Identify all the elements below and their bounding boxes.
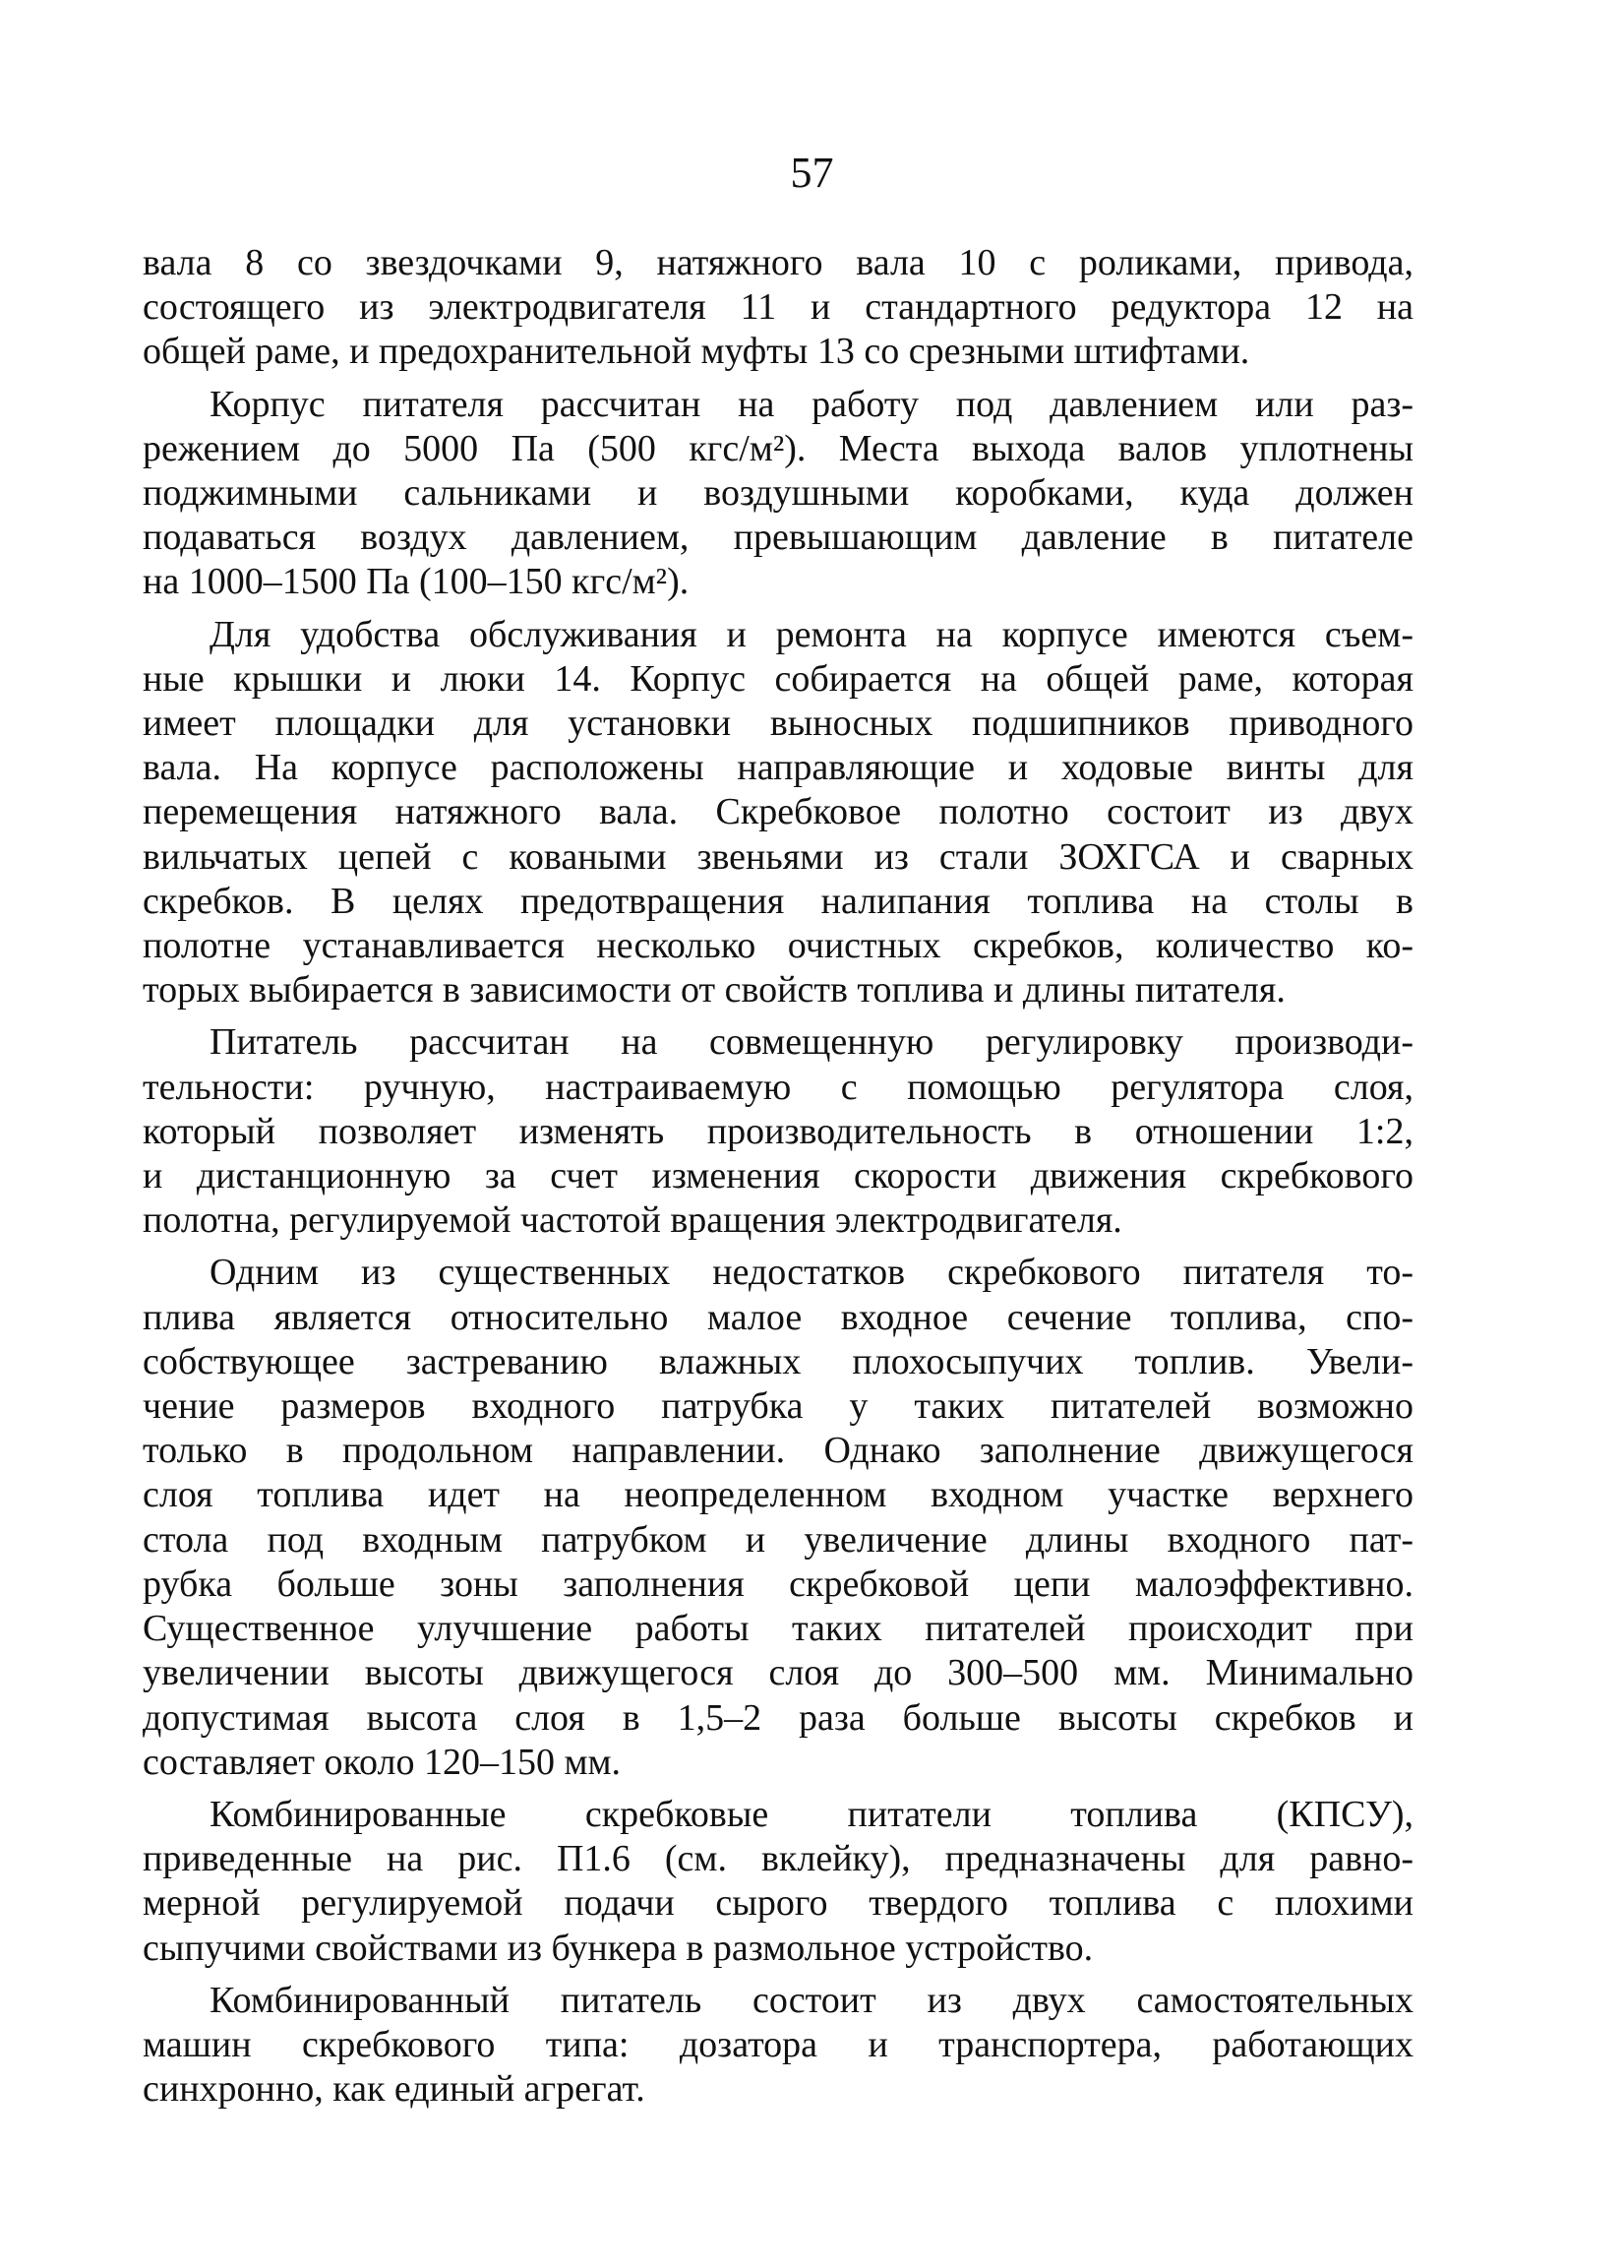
text-line: рубка больше зоны заполнения скребковой цепи малоэффективно. <box>143 1563 1413 1605</box>
text-line: вала. На корпусе расположены направляющие и ходовые винты для <box>143 747 1413 789</box>
text-line: мерной регулируемой подачи сырого твердого топлива с плохими <box>143 1882 1413 1925</box>
text-line: приведенные на рис. П1.6 (см. вклейку), предназначены для равно- <box>143 1838 1413 1880</box>
text-line: машин скребкового типа: дозатора и транспортера, работающих <box>143 2023 1413 2065</box>
text-line: Комбинированные скребковые питатели топлива (КПСУ), <box>210 1793 1413 1835</box>
text-line: Комбинированный питатель состоит из двух самостоятельных <box>210 1979 1413 2021</box>
text-line: вала 8 со звездочками 9, натяжного вала 10 с роликами, привода, <box>143 242 1413 283</box>
paragraph <box>143 613 1413 1013</box>
text-line: и дистанционную за счет изменения скорости движения скребкового <box>143 1155 1413 1197</box>
text-line: торых выбирается в зависимости от свойств топлива и длины питателя. <box>143 969 1286 1011</box>
paragraph <box>143 1979 1413 2113</box>
text-line: режением до 5000 Па (500 кгс/м²). Места выхода валов уплотнены <box>143 427 1413 469</box>
text-line: только в продольном направлении. Однако заполнение движущегося <box>143 1430 1413 1472</box>
text-line: на 1000–1500 Па (100–150 кгс/м²). <box>143 561 690 603</box>
text-line: синхронно, как единый агрегат. <box>143 2068 645 2111</box>
body-text <box>143 241 1413 2119</box>
text-line: составляет около 120–150 мм. <box>143 1741 622 1783</box>
text-line: Для удобства обслуживания и ремонта на корпусе имеются съем- <box>210 613 1413 655</box>
text-line: ные крышки и люки 14. Корпус собирается на общей раме, которая <box>143 657 1413 700</box>
text-line: который позволяет изменять производительность в отношении 1:2, <box>143 1110 1413 1152</box>
text-line: сыпучими свойствами из бункера в размольное устройство. <box>143 1927 1094 1969</box>
text-line: чение размеров входного патрубка у таких питателей возможно <box>143 1385 1413 1428</box>
paragraph <box>143 1793 1413 1971</box>
text-line: Одним из существенных недостатков скребкового питателя то- <box>210 1252 1413 1294</box>
text-line: подаваться воздух давлением, превышающим давление в питателе <box>143 517 1413 559</box>
text-line: поджимными сальниками и воздушными коробками, куда должен <box>143 472 1413 515</box>
text-line: имеет площадки для установки выносных подшипников приводного <box>143 703 1413 745</box>
text-line: состоящего из электродвигателя 11 и стандартного редуктора 12 на <box>143 286 1413 329</box>
text-line: Существенное улучшение работы таких питателей происходит при <box>143 1608 1413 1650</box>
paragraph <box>143 383 1413 605</box>
text-line: полотна, регулируемой частотой вращения электродвигателя. <box>143 1199 1122 1242</box>
text-line: вильчатых цепей с коваными звеньями из стали ЗОХГСА и сварных <box>143 835 1413 878</box>
text-line: собствующее застреванию влажных плохосыпучих топлив. Увели- <box>143 1340 1413 1382</box>
text-line: перемещения натяжного вала. Скребковое полотно состоит из двух <box>143 791 1413 833</box>
text-line: скребков. В целях предотвращения налипания топлива на столы в <box>143 880 1413 922</box>
text-line: стола под входным патрубком и увеличение длины входного пат- <box>143 1518 1413 1561</box>
text-line: слоя топлива идет на неопределенном входном участке верхнего <box>143 1474 1413 1516</box>
paragraph <box>143 1020 1413 1243</box>
text-line: допустимая высота слоя в 1,5–2 раза больше высоты скребков и <box>143 1696 1413 1739</box>
text-line: тельности: ручную, настраиваемую с помощью регулятора слоя, <box>143 1066 1413 1108</box>
text-line: полотне устанавливается несколько очистных скребков, количество ко- <box>143 925 1413 967</box>
text-line: увеличении высоты движущегося слоя до 300–500 мм. Минимально <box>143 1652 1413 1694</box>
paragraph <box>143 241 1413 375</box>
page-number: 57 <box>790 149 834 197</box>
text-line: общей раме, и предохранительной муфты 13 со срезными штифтами. <box>143 331 1250 373</box>
text-line: Питатель рассчитан на совмещенную регулировку производи- <box>210 1021 1413 1064</box>
paragraph <box>143 1251 1413 1784</box>
text-line: плива является относительно малое входное сечение топлива, спо- <box>143 1296 1413 1338</box>
text-line: Корпус питателя рассчитан на работу под давлением или раз- <box>210 383 1413 425</box>
